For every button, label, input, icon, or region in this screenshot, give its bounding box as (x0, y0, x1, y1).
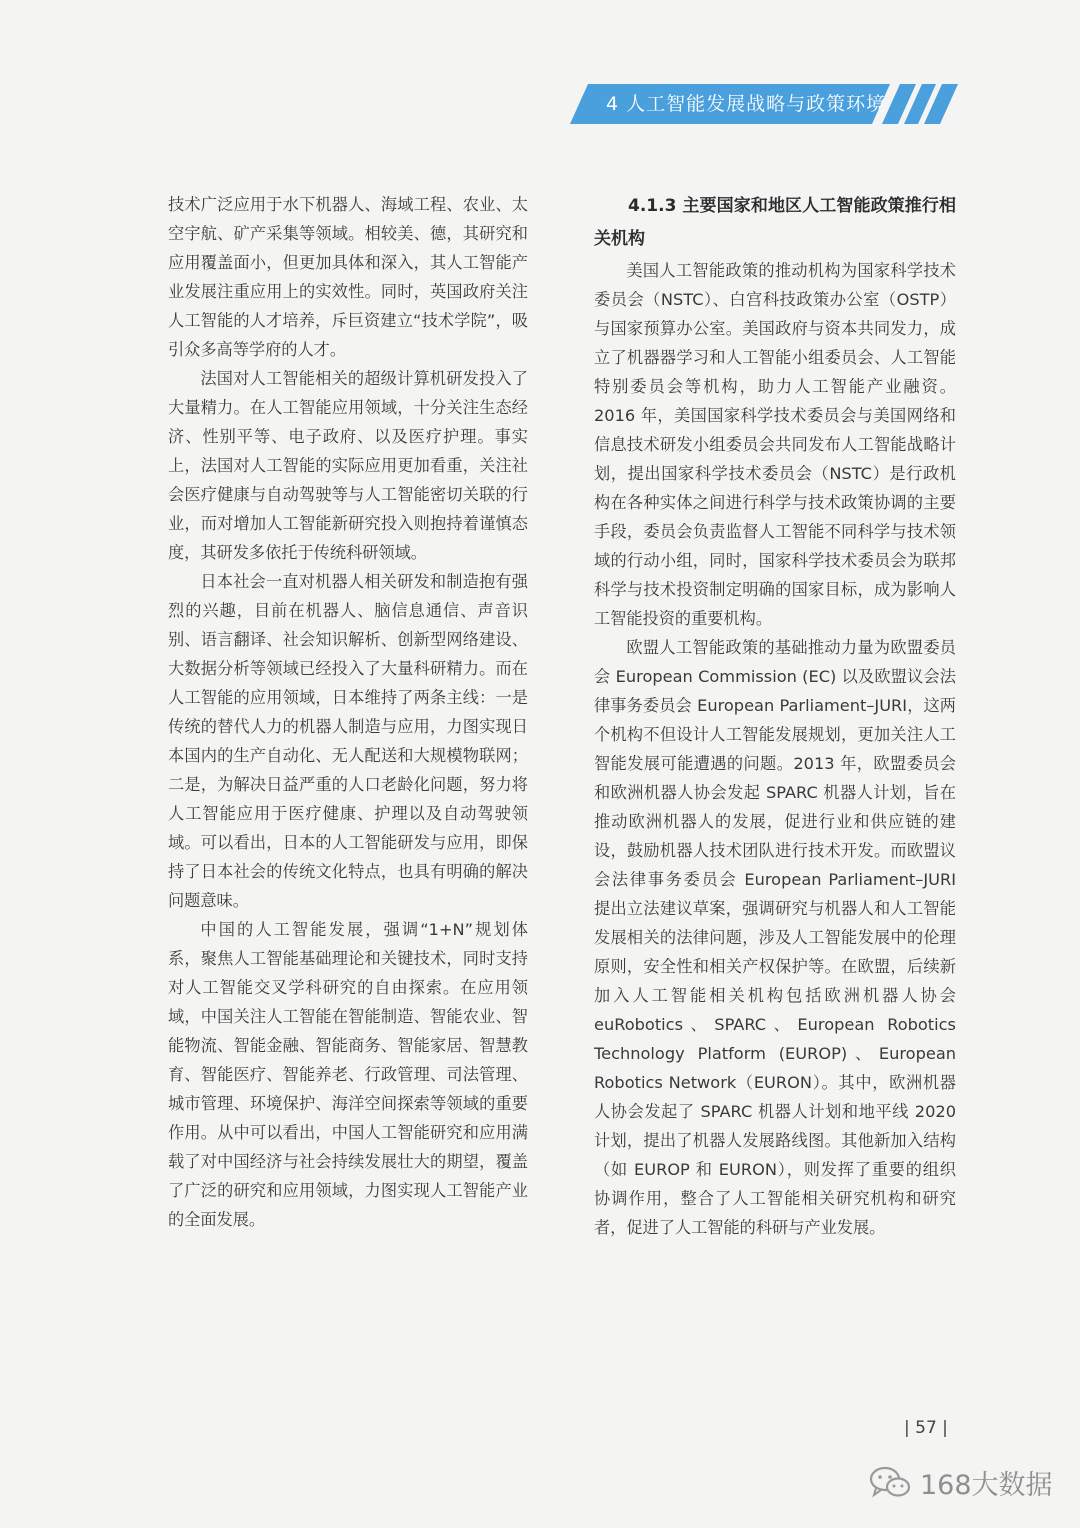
paragraph-japan: 日本社会一直对机器人相关研发和制造抱有强烈的兴趣，目前在机器人、脑信息通信、声音识别、语言翻译、社会知识解析、创新型网络建设、大数据分析等领域已经投入了大量科研精力。而在人工智能的应用领域，日本维持了两条主线：一是传统的替代人力的机器人制造与应用，力图实现日本国内的生产自动化、无人配送和大规模物联网；二是，为解决日益严重的人口老龄化问题，努力将人工智能应用于医疗健康、护理以及自动驾驶领域。可以看出，日本的人工智能研发与应用，即保持了日本社会的传统文化特点，也具有明确的解决问题意味。 (168, 572, 528, 910)
wechat-icon (868, 1465, 912, 1499)
watermark (868, 1462, 1053, 1502)
paragraph-china: 中国的人工智能发展，强调“1+N”规划体系，聚焦人工智能基础理论和关键技术，同时支持对人工智能交叉学科研究的自由探索。在应用领域，中国关注人工智能在智能制造、智能农业、智能物流、智能金融、智能商务、智能家居、智慧教育、智能医疗、智能养老、行政管理、司法管理、城市管理、环境保护、海洋空间探索等领域的重要作用。从中可以看出，中国人工智能研究和应用满载了对中国经济与社会持续发展壮大的期望，覆盖了广泛的研究和应用领域，力图实现人工智能产业的全面发展。 (168, 920, 528, 1229)
chapter-title: 4 人工智能发展战略与政策环境 (606, 93, 887, 115)
page-number: | 57 | (904, 1418, 948, 1438)
paragraph-uk: 技术广泛应用于水下机器人、海域工程、农业、太空宇航、矿产采集等领域。相较美、德，其研究和应用覆盖面小，但更加具体和深入，其人工智能产业发展注重应用上的实效性。同时，英国政府关注人工智能的人才培养，斥巨资建立“技术学院”，吸引众多高等学府的人才。 (168, 195, 528, 359)
paragraph-france: 法国对人工智能相关的超级计算机研发投入了大量精力。在人工智能应用领域，十分关注生态经济、性别平等、电子政府、以及医疗护理。事实上，法国对人工智能的实际应用更加看重，关注社会医疗健康与自动驾驶等与人工智能密切关联的行业，而对增加人工智能新研究投入则抱持着谨慎态度，其研发多依托于传统科研领域。 (168, 369, 528, 562)
watermark-text: 168大数据 (920, 1469, 1053, 1501)
right-column (594, 190, 956, 1242)
section-heading: 4.1.3 主要国家和地区人工智能政策推行相关机构 (594, 196, 956, 249)
paragraph-usa: 美国人工智能政策的推动机构为国家科学技术委员会（NSTC）、白宫科技政策办公室（OSTP）与国家预算办公室。美国政府与资本共同发力，成立了机器器学习和人工智能小组委员会、人工智能特别委员会等机构，助力人工智能产业融资。2016 年，美国国家科学技术委员会与美国网络和信息技术研发小组委员会共同发布人工智能战略计划，提出国家科学技术委员会（NSTC）是行政机构在各种实体之间进行科学与技术政策协调的主要手段，委员会负责监督人工智能不同科学与技术领域的行动小组，同时，国家科学技术委员会为联邦科学与技术投资制定明确的国家目标，成为影响人工智能投资的重要机构。 (594, 261, 956, 628)
paragraph-eu: 欧盟人工智能政策的基础推动力量为欧盟委员会 European Commission (EC) 以及欧盟议会法律事务委员会 European Parliament–JURI，这两个机构不但设计人工智能发展规划，更加关注人工智能发展可能遭遇的问题。2013 年，欧盟委员会和欧洲机器人协会发起 SPARC 机器人计划，旨在推动欧洲机器人的发展，促进行业和供应链的建设，鼓励机器人技术团队进行技术开发。而欧盟议会法律事务委员会 European Parliament–JURI 提出立法建议草案，强调研究与机器人和人工智能发展相关的法律问题，涉及人工智能发展中的伦理原则，安全性和相关产权保护等。在欧盟，后续新加入人工智能相关机构包括欧洲机器人协会 euRobotics、SPARC、European Robotics Technology Platform (EUROP)、European Robotics Network（EURON）。其中，欧洲机器人协会发起了 SPARC 机器人计划和地平线 2020 计划，提出了机器人发展路线图。其他新加入结构（如 EUROP 和 EURON），则发挥了重要的组织协调作用，整合了人工智能相关研究机构和研究者，促进了人工智能的科研与产业发展。 (594, 638, 956, 1237)
left-column (168, 190, 528, 1234)
